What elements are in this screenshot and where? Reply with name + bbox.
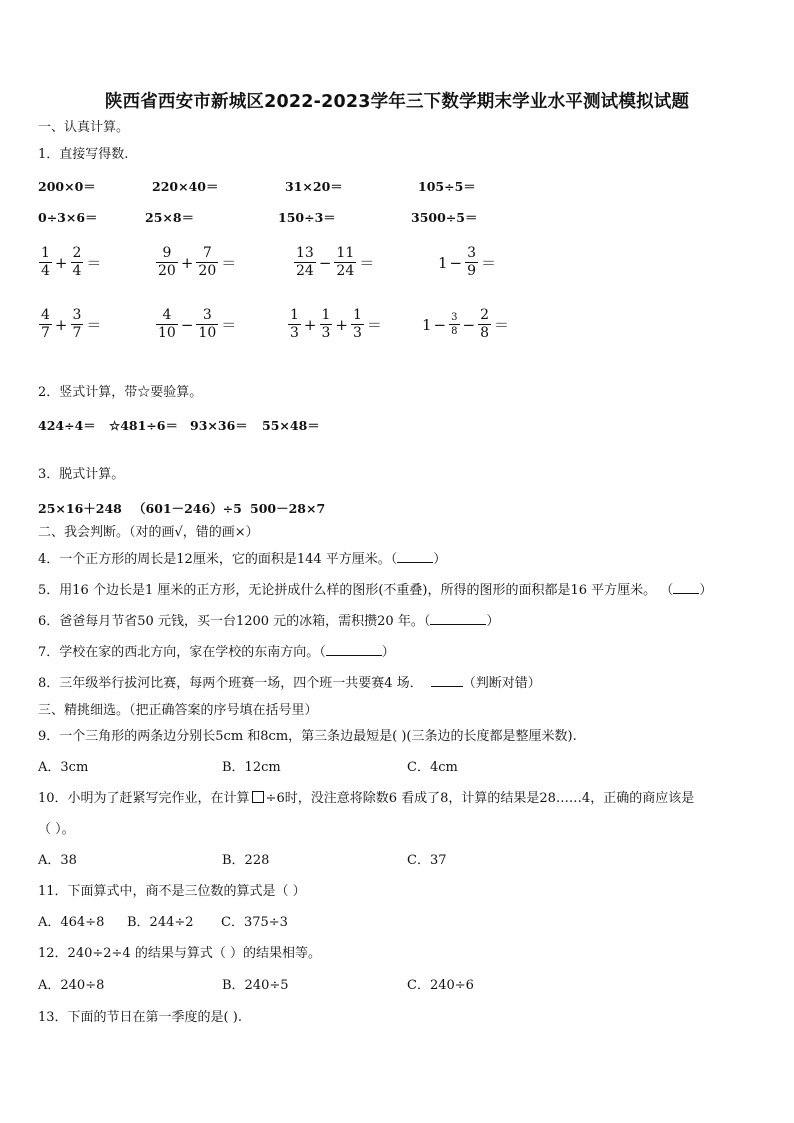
- fraction: $\frac{13}{24}$: [296, 245, 314, 279]
- q2-item-3: 93×36＝: [190, 418, 248, 433]
- fraction: $\frac{1}{3}$: [321, 307, 331, 341]
- q12-option-a: A．240÷8: [38, 978, 105, 993]
- fraction: $\frac{11}{24}$: [336, 245, 355, 279]
- q1-r1-c4: 105÷5＝: [418, 179, 476, 194]
- section1-heading: 一、认真计算。: [38, 120, 130, 135]
- q9-stem: 9．一个三角形的两条边分别长5cm 和8cm，第三条边最短是( )(三条边的长度都是整厘米数).: [38, 729, 577, 744]
- page-title: 陕西省西安市新城区2022-2023学年三下数学期末学业水平测试模拟试题: [104, 92, 690, 112]
- fraction: $\frac{9}{20}$: [158, 245, 176, 279]
- frac-expr-4: 1 − $\frac{3}{9}$ ＝: [438, 245, 497, 279]
- q10-stem: 10．小明为了赶紧写完作业，在计算 ÷6时，没注意将除数6 看成了8，计算的结果是28……4，正确的商应该是: [38, 791, 695, 806]
- section3-heading: 三、精挑细选。（把正确答案的序号填在括号里）: [38, 703, 318, 718]
- q11-option-b: B．244÷2: [127, 915, 194, 930]
- fraction: $\frac{2}{4}$: [72, 245, 82, 279]
- q3-item-2: （601－246）÷5: [133, 501, 242, 516]
- q8: 8．三年级举行拔河比赛，每两个班赛一场，四个班一共要赛4 场． （判断对错）: [38, 676, 541, 691]
- fraction: $\frac{3}{10}$: [198, 307, 217, 341]
- q1-r2-c1: 0÷3×6＝: [38, 210, 98, 225]
- q7: 7．学校在家的西北方向，家在学校的东南方向。（ ）: [38, 645, 395, 660]
- q3-item-1: 25×16＋248: [38, 501, 122, 516]
- q12-option-b: B．240÷5: [222, 978, 289, 993]
- fraction: $\frac{1}{3}$: [290, 307, 299, 341]
- q3-label: 3．脱式计算。: [38, 467, 125, 482]
- q1-r2-c2: 25×8＝: [145, 210, 195, 225]
- q3-item-3: 500－28×7: [250, 501, 326, 516]
- fraction: $\frac{1}{3}$: [353, 307, 362, 341]
- q13-stem: 13．下面的节日在第一季度的是( ).: [38, 1010, 242, 1025]
- frac-expr-7: $\frac{1}{3}$ + $\frac{1}{3}$ + $\frac{1}{3}$ ＝: [290, 307, 382, 341]
- q1-r1-c1: 200×0＝: [38, 179, 96, 194]
- q9-option-a: A．3cm: [38, 760, 89, 775]
- fraction: $\frac{3}{7}$: [72, 307, 82, 341]
- frac-expr-2: $\frac{9}{20}$ + $\frac{7}{20}$ ＝: [158, 245, 237, 279]
- q2-label: 2．竖式计算，带☆要验算。: [38, 385, 203, 400]
- q6: 6．爸爸每月节省50 元钱，买一台1200 元的冰箱，需积攒20 年。（ ）: [38, 614, 500, 629]
- q1-label: 1．直接写得数.: [38, 147, 129, 162]
- q9-option-b: B．12cm: [222, 760, 281, 775]
- q1-r1-c2: 220×40＝: [152, 179, 219, 194]
- q12-option-c: C．240÷6: [407, 978, 474, 993]
- fraction: $\frac{1}{4}$: [41, 245, 50, 279]
- q10-stem-cont: （ ）。: [38, 822, 75, 837]
- frac-expr-5: $\frac{4}{7}$ + $\frac{3}{7}$ ＝: [41, 307, 102, 341]
- q9-option-c: C．4cm: [407, 760, 458, 775]
- q12-stem: 12．240÷2÷4 的结果与算式（ ）的结果相等。: [38, 946, 321, 961]
- fraction: $\frac{3}{9}$: [467, 245, 477, 279]
- blank-box-icon: [252, 791, 264, 803]
- q2-item-1: 424÷4＝: [38, 418, 96, 433]
- fraction: $\frac{4}{7}$: [41, 307, 50, 341]
- q2-item-2: ☆481÷6＝: [109, 418, 178, 433]
- q1-r2-c4: 3500÷5＝: [411, 210, 478, 225]
- q1-r2-c3: 150÷3＝: [278, 210, 336, 225]
- fraction: $\frac{7}{20}$: [198, 245, 217, 279]
- fraction: $\frac{3}{8}$: [451, 312, 458, 337]
- frac-expr-1: $\frac{1}{4}$ + $\frac{2}{4}$ ＝: [41, 245, 102, 279]
- section2-heading: 二、我会判断。（对的画√，错的画×）: [38, 525, 259, 540]
- q2-item-4: 55×48＝: [262, 418, 320, 433]
- frac-expr-8: 1 − $\frac{3}{8}$ − $\frac{2}{8}$ ＝: [422, 307, 510, 341]
- q11-option-c: C．375÷3: [221, 915, 288, 930]
- q10-option-b: B．228: [222, 853, 270, 868]
- frac-expr-3: $\frac{13}{24}$ − $\frac{11}{24}$ ＝: [296, 245, 375, 279]
- q1-r1-c3: 31×20＝: [285, 179, 343, 194]
- fraction: $\frac{4}{10}$: [158, 307, 176, 341]
- q10-option-a: A．38: [38, 853, 77, 868]
- q5: 5．用16 个边长是1 厘米的正方形，无论拼成什么样的图形(不重叠)，所得的图形的面积都是16 平方厘米。 （ ）: [38, 583, 713, 598]
- q10-option-c: C．37: [407, 853, 447, 868]
- q11-stem: 11．下面算式中，商不是三位数的算式是（ ）: [38, 884, 306, 899]
- q11-option-a: A．464÷8: [38, 915, 105, 930]
- q4: 4．一个正方形的周长是12厘米，它的面积是144 平方厘米。（ ）: [38, 552, 447, 567]
- fraction: $\frac{2}{8}$: [480, 307, 489, 341]
- frac-expr-6: $\frac{4}{10}$ − $\frac{3}{10}$ ＝: [158, 307, 237, 341]
